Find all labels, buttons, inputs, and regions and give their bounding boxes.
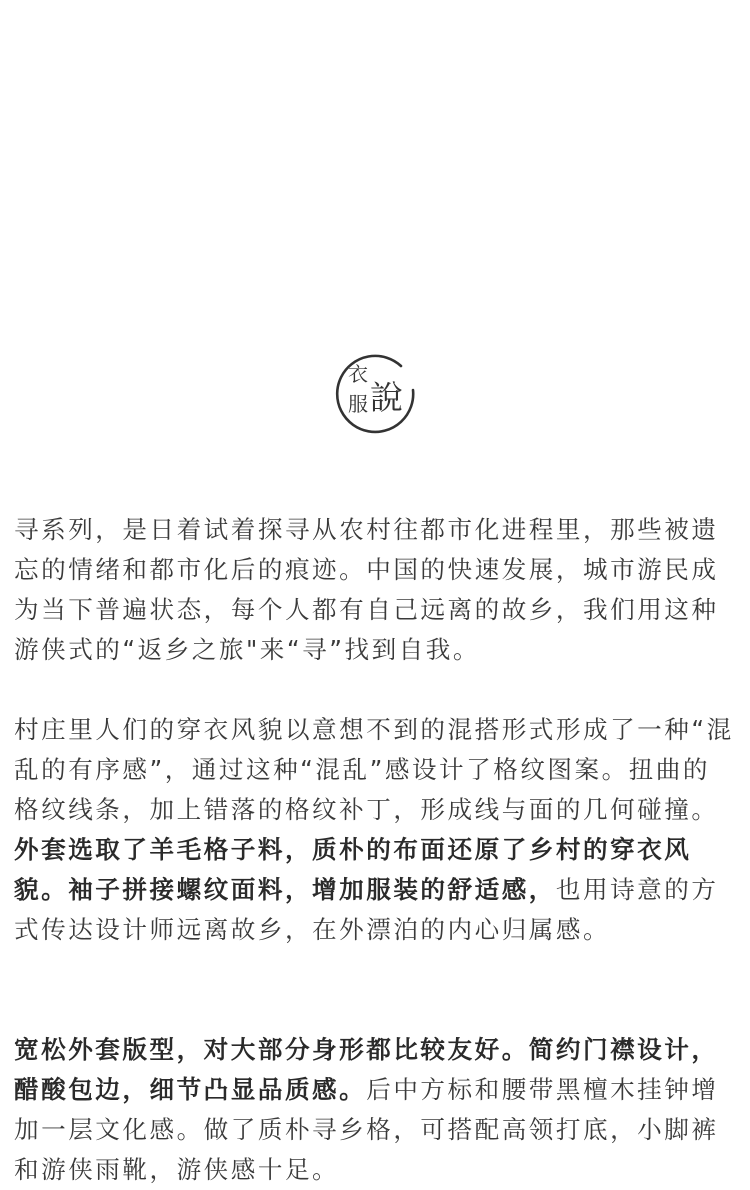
- paragraph-1: [14, 510, 736, 670]
- paragraph-1-text: 寻系列，是日着试着探寻从农村往都市化进程里，那些被遗忘的情绪和都市化后的痕迹。中国的快速发展，城市游民成为当下普遍状态，每个人都有自己远离的故乡，我们用这种游侠式的“返乡之旅"来“寻”找到自我。: [14, 515, 719, 664]
- paragraph-2-text-b: 也用诗意的方式传达设计师远离故乡，在外漂泊的内心归属感。: [14, 875, 719, 944]
- paragraph-2-text-bold: 外套选取了羊毛格子料，质朴的布面还原了乡村的穿衣风貌。袖子拼接螺纹面料，增加服装的舒适感，: [14, 835, 692, 904]
- logo-char-bottom: 服: [348, 392, 368, 416]
- paragraph-3: [14, 1030, 736, 1190]
- paragraph-3-text-bold: 宽松外套版型，对大部分身形都比较友好。简约门襟设计，醋酸包边，细节凸显品质感。: [14, 1035, 719, 1104]
- paragraph-2-text-a: 村庄里人们的穿衣风貌以意想不到的混搭形式形成了一种“混乱的有序感”，通过这种“混乱”感设计了格纹图案。扭曲的格纹线条，加上错落的格纹补丁，形成线与面的几何碰撞。: [14, 715, 734, 824]
- logo-char-top: 衣: [348, 362, 368, 386]
- paragraph-2: [14, 710, 736, 950]
- paragraph-3-text-a: 后中方标和腰带黑檀木挂钟增加一层文化感。做了质朴寻乡格，可搭配高领打底，小脚裤和游侠雨靴，游侠感十足。: [14, 1075, 719, 1184]
- logo-char-big: 說: [370, 378, 403, 417]
- brand-logo: [333, 350, 419, 436]
